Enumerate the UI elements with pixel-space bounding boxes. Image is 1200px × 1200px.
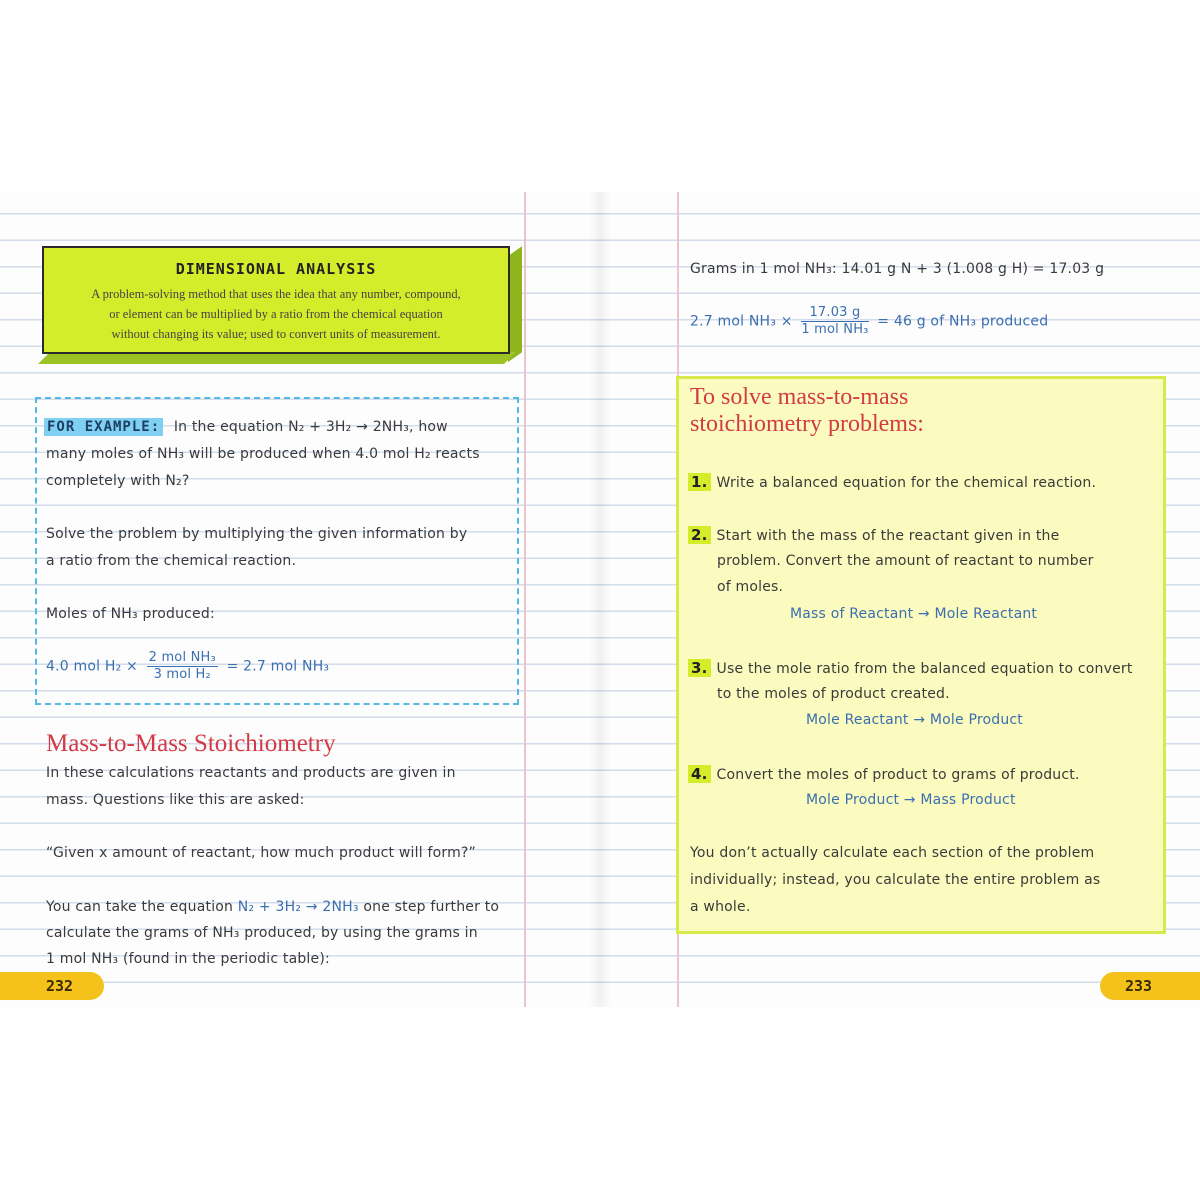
step-2: 2. Start with the mass of the reactant given in the: [688, 526, 1059, 544]
closing-line-1: You don’t actually calculate each section of the problem: [690, 845, 1095, 861]
body-line-2: mass. Questions like this are asked:: [46, 792, 305, 808]
grams-line: Grams in 1 mol NH₃: 14.01 g N + 3 (1.008 g H) = 17.03 g: [690, 261, 1105, 277]
section-heading: Mass-to-Mass Stoichiometry: [46, 730, 336, 757]
page-number-right: 233: [1125, 977, 1153, 995]
example-solve-line-2: a ratio from the chemical reaction.: [46, 553, 297, 569]
definition-text: A problem-solving method that uses the idea that any number, compound, or element can be multiplied by a ratio from the chemical equation without changing its value; used to convert units of measurement.: [91, 287, 461, 341]
step-4: 4. Convert the moles of product to grams of product.: [688, 765, 1080, 783]
step-3-line-2: to the moles of product created.: [717, 686, 950, 702]
closing-line-2: individually; instead, you calculate the entire problem as: [690, 872, 1101, 888]
right-calculation: 2.7 mol NH₃ × $\frac{17.03 g}{\text{1 mol NH₃}}$ = 46 g of NH₃ produced: [690, 305, 1049, 337]
closing-line-3: a whole.: [690, 899, 751, 915]
example-solve-line-1: Solve the problem by multiplying the given information by: [46, 526, 468, 542]
step-2-line-3: of moles.: [717, 579, 784, 595]
step-3: 3. Use the mole ratio from the balanced equation to convert: [688, 659, 1133, 677]
example-question-line-1: FOR EXAMPLE: In the equation N₂ + 3H₂ → 2NH₃, how: [44, 419, 448, 435]
step-3-flow: Mole Reactant → Mole Product: [806, 712, 1024, 728]
steps-title-line-2: stoichiometry problems:: [690, 411, 924, 437]
step-4-flow: Mole Product → Mass Product: [806, 792, 1016, 808]
grams-fraction: $\frac{17.03 g}{\text{1 mol NH₃}}$: [801, 305, 869, 337]
example-question-line-3: completely with N₂?: [46, 473, 190, 489]
body-line-1: In these calculations reactants and products are given in: [46, 765, 456, 781]
left-margin-line: [524, 192, 526, 1007]
for-example-label: FOR EXAMPLE:: [44, 418, 163, 436]
body-line-3: You can take the equation N₂ + 3H₂ → 2NH₃ one step further to: [46, 899, 500, 915]
body-line-4: calculate the grams of NH₃ produced, by using the grams in: [46, 925, 478, 941]
step-2-flow: Mass of Reactant → Mole Reactant: [790, 606, 1038, 622]
step-1: 1. Write a balanced equation for the chemical reaction.: [688, 473, 1096, 491]
book-gutter: [589, 192, 611, 1007]
example-calculation: 4.0 mol H₂ × $\frac{\text{2 mol NH₃}}{\text{3 mol H₂}}$ = 2.7 mol NH₃: [46, 650, 330, 682]
definition-box: [42, 246, 522, 366]
book-spread: [0, 192, 1200, 1007]
quote-line: “Given x amount of reactant, how much product will form?”: [46, 845, 476, 861]
step-2-line-2: problem. Convert the amount of reactant to number: [717, 553, 1094, 569]
page-number-left: 232: [46, 977, 74, 995]
body-line-5: 1 mol NH₃ (found in the periodic table):: [46, 951, 330, 967]
definition-title: DIMENSIONAL ANALYSIS: [175, 260, 377, 278]
ratio-fraction: $\frac{\text{2 mol NH₃}}{\text{3 mol H₂}}$: [148, 650, 216, 682]
steps-title-line-1: To solve mass-to-mass: [690, 384, 909, 410]
moles-label: Moles of NH₃ produced:: [46, 606, 215, 622]
example-question-line-2: many moles of NH₃ will be produced when 4.0 mol H₂ reacts: [46, 446, 480, 462]
